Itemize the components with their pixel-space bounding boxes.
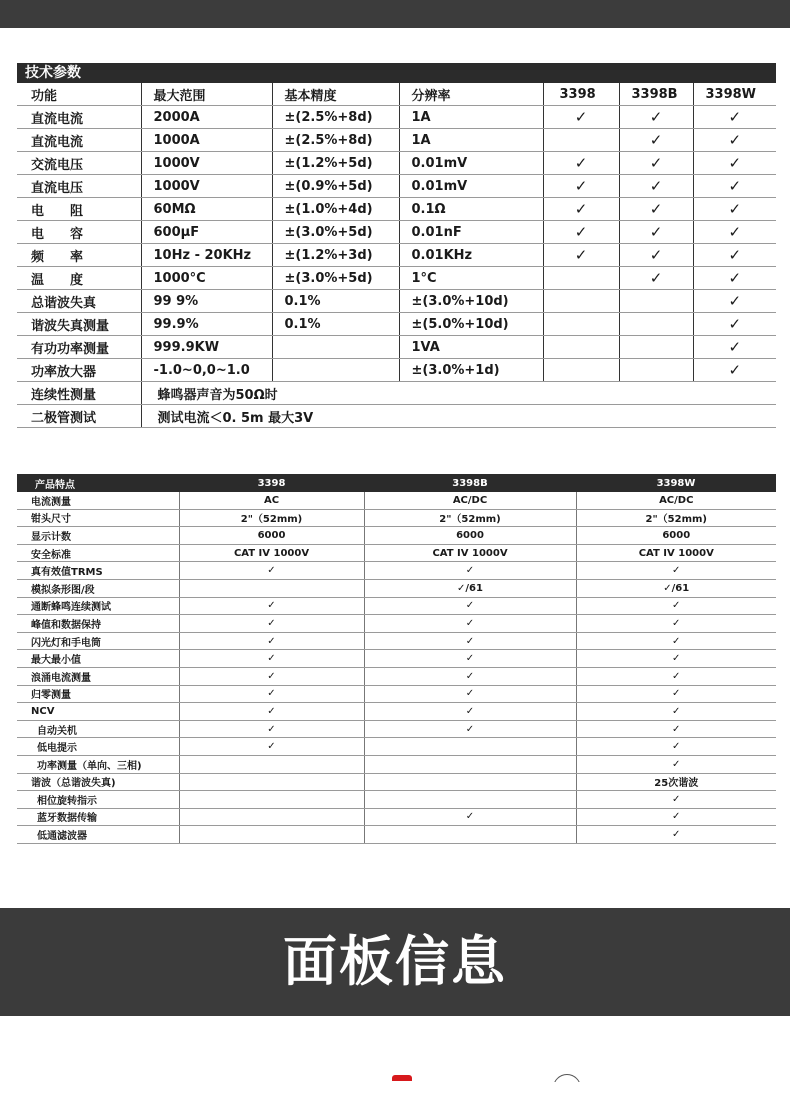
spec-table-title: 技术参数 (17, 63, 776, 83)
features-header-cell: 3398W (576, 474, 776, 492)
features-row (17, 755, 776, 773)
features-label-cell: 归零测量 (17, 685, 179, 703)
spec-check-cell (543, 290, 619, 313)
features-value-cell: ✓ (364, 562, 576, 580)
spec-row (17, 106, 776, 129)
spec-cell: 99.9% (141, 313, 272, 336)
features-row (17, 685, 776, 703)
features-value-cell: ✓ (576, 685, 776, 703)
features-value-cell: ✓ (576, 650, 776, 668)
spec-check-cell: ✓ (619, 198, 693, 221)
features-label-cell: 显示计数 (17, 527, 179, 545)
features-row (17, 738, 776, 756)
features-label-cell: NCV (17, 703, 179, 721)
spec-cell: 谐波失真测量 (17, 313, 141, 336)
circle-outline-decoration (553, 1074, 581, 1102)
spec-check-cell: ✓ (619, 221, 693, 244)
spec-check-cell (543, 267, 619, 290)
spec-cell: 温 度 (17, 267, 141, 290)
features-body (17, 492, 776, 843)
features-value-cell: 25次谐波 (576, 773, 776, 791)
spec-header-cell: 基本精度 (272, 83, 399, 106)
features-value-cell: AC/DC (576, 492, 776, 509)
features-value-cell: ✓ (364, 720, 576, 738)
features-label-cell: 模拟条形图/段 (17, 579, 179, 597)
spec-check-cell: ✓ (619, 106, 693, 129)
features-row (17, 615, 776, 633)
features-row (17, 650, 776, 668)
spec-cell (272, 336, 399, 359)
spec-check-cell: ✓ (693, 198, 776, 221)
spec-cell: ±(0.9%+5d) (272, 175, 399, 198)
spec-cell: 直流电流 (17, 106, 141, 129)
spec-check-cell (543, 359, 619, 382)
features-row (17, 720, 776, 738)
features-header-row (17, 474, 776, 492)
spec-check-cell: ✓ (619, 129, 693, 152)
spec-cell: 1VA (399, 336, 543, 359)
spec-check-cell: ✓ (693, 290, 776, 313)
features-value-cell: ✓ (576, 562, 776, 580)
features-value-cell (179, 826, 364, 844)
features-value-cell: CAT IV 1000V (576, 544, 776, 562)
features-table (17, 474, 776, 844)
features-value-cell (179, 579, 364, 597)
features-value-cell: ✓ (364, 808, 576, 826)
spec-cell (272, 359, 399, 382)
spec-cell: 总谐波失真 (17, 290, 141, 313)
spec-row (17, 152, 776, 175)
features-label-cell: 真有效值TRMS (17, 562, 179, 580)
spec-cell: ±(2.5%+8d) (272, 106, 399, 129)
features-label-cell: 峰值和数据保持 (17, 615, 179, 633)
spec-header-cell: 3398B (619, 83, 693, 106)
features-value-cell: ✓ (576, 808, 776, 826)
spec-diode-row (17, 405, 776, 428)
spec-cell: ±(3.0%+5d) (272, 267, 399, 290)
features-row (17, 703, 776, 721)
spec-cell: 2000A (141, 106, 272, 129)
spec-row (17, 290, 776, 313)
features-value-cell: ✓ (576, 826, 776, 844)
features-label-cell: 最大最小值 (17, 650, 179, 668)
features-label-cell: 通断蜂鸣连续测试 (17, 597, 179, 615)
features-header-cell: 3398 (179, 474, 364, 492)
spec-cell: 电 容 (17, 221, 141, 244)
top-bar (0, 0, 790, 28)
features-value-cell: ✓ (179, 720, 364, 738)
spec-cell: 10Hz - 20KHz (141, 244, 272, 267)
features-row (17, 826, 776, 844)
spec-cell: 1000V (141, 175, 272, 198)
spec-check-cell: ✓ (693, 313, 776, 336)
features-value-cell: ✓ (576, 755, 776, 773)
features-header-cell: 3398B (364, 474, 576, 492)
spec-row (17, 129, 776, 152)
spec-cell: 0.1% (272, 290, 399, 313)
spec-cell: ±(5.0%+10d) (399, 313, 543, 336)
features-label-cell: 低电提示 (17, 738, 179, 756)
spec-header-row (17, 83, 776, 106)
spec-cell: 频 率 (17, 244, 141, 267)
features-row (17, 773, 776, 791)
spec-check-cell: ✓ (693, 336, 776, 359)
features-value-cell: ✓ (364, 685, 576, 703)
features-label-cell: 钳头尺寸 (17, 509, 179, 527)
features-label-cell: 低通滤波器 (17, 826, 179, 844)
features-value-cell: ✓ (179, 667, 364, 685)
features-value-cell: ✓ (576, 703, 776, 721)
spec-cell: 1A (399, 106, 543, 129)
spec-cell: ±(1.0%+4d) (272, 198, 399, 221)
features-value-cell: ✓ (576, 597, 776, 615)
spec-header-cell: 分辨率 (399, 83, 543, 106)
spec-row (17, 336, 776, 359)
features-value-cell: ✓ (179, 562, 364, 580)
spec-header-cell: 最大范围 (141, 83, 272, 106)
features-value-cell: ✓ (576, 738, 776, 756)
spec-continuity-row (17, 382, 776, 405)
features-value-cell: ✓ (576, 632, 776, 650)
features-value-cell (179, 773, 364, 791)
spec-row (17, 198, 776, 221)
features-row (17, 579, 776, 597)
features-table-section (17, 474, 776, 844)
features-row (17, 527, 776, 545)
spec-continuity-label: 连续性测量 (17, 382, 141, 405)
features-value-cell: ✓ (364, 667, 576, 685)
features-row (17, 667, 776, 685)
features-value-cell: 2"（52mm) (179, 509, 364, 527)
spec-check-cell: ✓ (693, 221, 776, 244)
spec-body (17, 106, 776, 382)
spec-check-cell (619, 313, 693, 336)
spec-check-cell: ✓ (693, 129, 776, 152)
spec-cell: 0.01nF (399, 221, 543, 244)
features-label-cell: 功率测量（单向、三相) (17, 755, 179, 773)
features-value-cell (364, 773, 576, 791)
spec-cell: 1000A (141, 129, 272, 152)
features-value-cell (364, 755, 576, 773)
features-value-cell: 6000 (576, 527, 776, 545)
spec-check-cell: ✓ (693, 244, 776, 267)
features-value-cell (179, 808, 364, 826)
spec-cell: ±(1.2%+3d) (272, 244, 399, 267)
spec-cell: 直流电压 (17, 175, 141, 198)
spec-cell: 有功功率测量 (17, 336, 141, 359)
features-value-cell (364, 826, 576, 844)
spec-check-cell: ✓ (619, 152, 693, 175)
features-value-cell: CAT IV 1000V (179, 544, 364, 562)
spec-cell: ±(3.0%+5d) (272, 221, 399, 244)
spec-header-cell: 3398 (543, 83, 619, 106)
features-label-cell: 安全标准 (17, 544, 179, 562)
spec-cell: 1°C (399, 267, 543, 290)
spec-cell: ±(1.2%+5d) (272, 152, 399, 175)
features-value-cell: ✓/61 (364, 579, 576, 597)
features-value-cell: ✓ (364, 650, 576, 668)
features-value-cell: ✓ (179, 632, 364, 650)
features-value-cell: ✓ (576, 667, 776, 685)
features-label-cell: 浪涌电流测量 (17, 667, 179, 685)
features-value-cell (364, 791, 576, 809)
spec-cell: 600μF (141, 221, 272, 244)
red-tab-decoration (392, 1075, 412, 1081)
features-label-cell: 谐波（总谐波失真) (17, 773, 179, 791)
spec-cell: 0.1% (272, 313, 399, 336)
features-label-cell: 蓝牙数据传输 (17, 808, 179, 826)
spec-check-cell: ✓ (693, 106, 776, 129)
spec-check-cell: ✓ (543, 221, 619, 244)
spec-check-cell (543, 129, 619, 152)
spec-continuity-value: 蜂鸣器声音为50Ω时 (141, 382, 776, 405)
features-row (17, 791, 776, 809)
features-label-cell: 自动关机 (17, 720, 179, 738)
spec-row (17, 313, 776, 336)
spec-row (17, 359, 776, 382)
features-value-cell: ✓ (576, 615, 776, 633)
features-value-cell: ✓ (364, 703, 576, 721)
features-row (17, 562, 776, 580)
features-label-cell: 相位旋转指示 (17, 791, 179, 809)
spec-diode-label: 二极管测试 (17, 405, 141, 428)
spec-check-cell: ✓ (619, 244, 693, 267)
features-value-cell: ✓ (179, 615, 364, 633)
spec-check-cell: ✓ (693, 152, 776, 175)
features-value-cell (179, 755, 364, 773)
spec-check-cell: ✓ (543, 198, 619, 221)
spec-cell: 0.01mV (399, 175, 543, 198)
spec-check-cell: ✓ (543, 244, 619, 267)
features-row (17, 597, 776, 615)
spec-table-section (17, 63, 776, 428)
features-value-cell: ✓ (576, 791, 776, 809)
spec-cell: 0.01KHz (399, 244, 543, 267)
panel-info-title: 面板信息 (283, 930, 507, 993)
features-value-cell: AC/DC (364, 492, 576, 509)
features-label-cell: 电流测量 (17, 492, 179, 509)
panel-info-banner (0, 908, 790, 1016)
features-label-cell: 闪光灯和手电筒 (17, 632, 179, 650)
spec-check-cell: ✓ (543, 106, 619, 129)
spec-check-cell: ✓ (543, 152, 619, 175)
features-row (17, 808, 776, 826)
features-row (17, 492, 776, 509)
features-value-cell: ✓ (576, 720, 776, 738)
spec-check-cell (619, 336, 693, 359)
features-value-cell: ✓ (179, 597, 364, 615)
spec-cell: 电 阻 (17, 198, 141, 221)
spec-row (17, 221, 776, 244)
features-value-cell: ✓ (364, 632, 576, 650)
spec-check-cell: ✓ (693, 267, 776, 290)
features-value-cell: 6000 (364, 527, 576, 545)
spec-check-cell: ✓ (543, 175, 619, 198)
spec-check-cell: ✓ (693, 175, 776, 198)
spec-cell: -1.0~0,0~1.0 (141, 359, 272, 382)
spec-diode-value: 测试电流＜0. 5m 最大3V (141, 405, 776, 428)
features-row (17, 544, 776, 562)
spec-check-cell (619, 359, 693, 382)
features-value-cell: ✓ (179, 685, 364, 703)
spec-check-cell (543, 336, 619, 359)
spec-header-cell: 3398W (693, 83, 776, 106)
spec-cell: 60MΩ (141, 198, 272, 221)
spec-check-cell: ✓ (619, 267, 693, 290)
features-value-cell: ✓ (364, 597, 576, 615)
spec-cell: ±(2.5%+8d) (272, 129, 399, 152)
spec-row (17, 244, 776, 267)
spec-check-cell (619, 290, 693, 313)
spec-cell: 交流电压 (17, 152, 141, 175)
features-value-cell: ✓ (179, 650, 364, 668)
features-value-cell: ✓/61 (576, 579, 776, 597)
spec-cell: 1000V (141, 152, 272, 175)
features-value-cell: 2"（52mm) (576, 509, 776, 527)
spec-cell: 0.01mV (399, 152, 543, 175)
spec-table (17, 83, 776, 428)
features-value-cell: ✓ (364, 615, 576, 633)
spec-cell: 0.1Ω (399, 198, 543, 221)
spec-cell: ±(3.0%+10d) (399, 290, 543, 313)
features-value-cell (364, 738, 576, 756)
spec-cell: ±(3.0%+1d) (399, 359, 543, 382)
spec-check-cell: ✓ (693, 359, 776, 382)
features-value-cell: ✓ (179, 703, 364, 721)
spec-header-cell: 功能 (17, 83, 141, 106)
spec-cell: 功率放大器 (17, 359, 141, 382)
features-value-cell (179, 791, 364, 809)
spec-check-cell: ✓ (619, 175, 693, 198)
features-value-cell: 2"（52mm) (364, 509, 576, 527)
features-value-cell: ✓ (179, 738, 364, 756)
features-value-cell: AC (179, 492, 364, 509)
spec-cell: 99 9% (141, 290, 272, 313)
spec-check-cell (543, 313, 619, 336)
features-header-cell: 产品特点 (17, 474, 179, 492)
spec-cell: 1A (399, 129, 543, 152)
features-row (17, 632, 776, 650)
spec-cell: 直流电流 (17, 129, 141, 152)
spec-row (17, 267, 776, 290)
features-value-cell: 6000 (179, 527, 364, 545)
features-value-cell: CAT IV 1000V (364, 544, 576, 562)
spec-cell: 1000°C (141, 267, 272, 290)
features-row (17, 509, 776, 527)
spec-row (17, 175, 776, 198)
spec-cell: 999.9KW (141, 336, 272, 359)
